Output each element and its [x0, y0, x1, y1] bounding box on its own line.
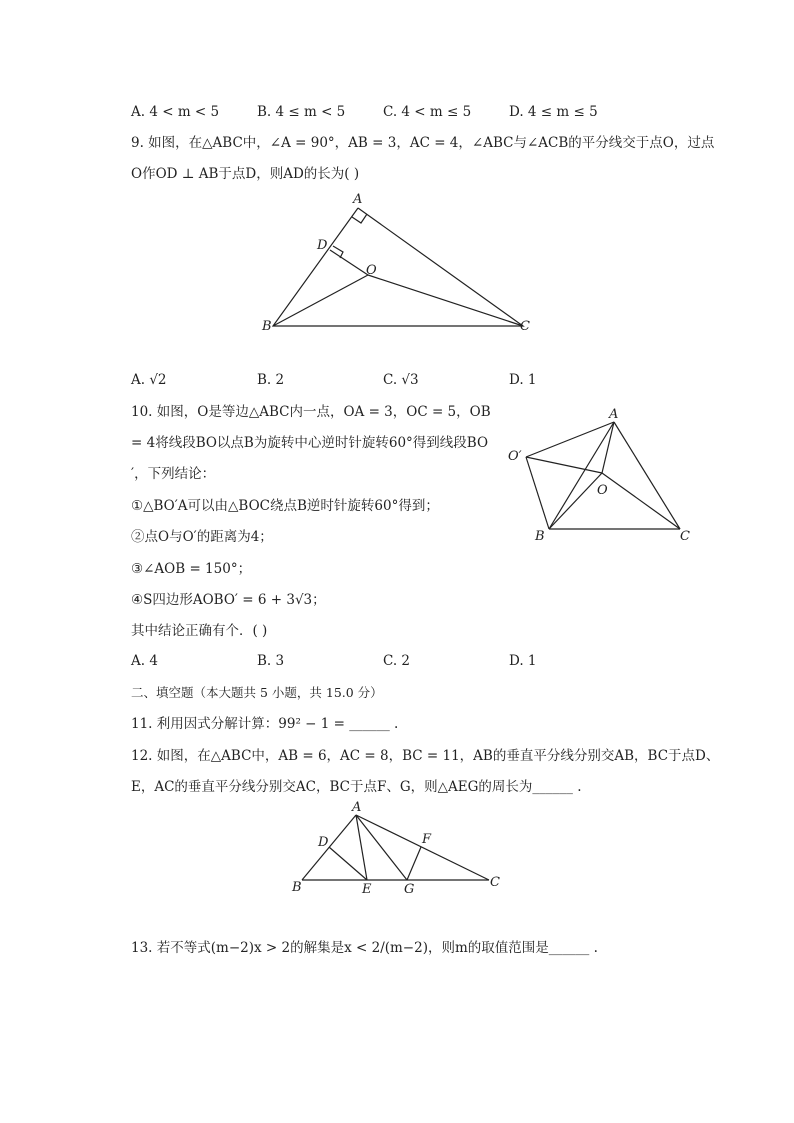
q10-conclusion-4: ④S四边形AOBO′ = 6 + 3√3； — [131, 592, 326, 608]
q10-rotation-figure — [508, 407, 690, 544]
q9-label-o: O — [366, 263, 377, 278]
q9-label-b: B — [262, 319, 272, 334]
q12-label-d: D — [318, 835, 329, 850]
q12-label-e: E — [362, 882, 372, 897]
q10-conclusion-3: ③∠AOB = 150°； — [131, 561, 252, 577]
q10-question: 其中结论正确有个．( ) — [131, 623, 268, 639]
q9-text-line2: O作OD ⊥ AB于点D，则AD的长为( ) — [131, 166, 360, 182]
q9-label-a: A — [353, 192, 363, 207]
q10-conclusion-2: ②点O与O′的距离为4； — [131, 529, 273, 545]
q12-label-c: C — [490, 875, 500, 890]
q10-text-line2: = 4将线段BO以点B为旋转中心逆时针旋转60°得到线段BO — [131, 435, 489, 451]
q12-label-g: G — [404, 882, 415, 897]
q10-label-b: B — [535, 529, 545, 544]
q8-option-b: B. 4 ≤ m < 5 — [257, 104, 346, 120]
q9-text-line1: 9. 如图，在△ABC中，∠A = 90°，AB = 3，AC = 4，∠ABC与∠ACB的平分线交于点O，过点 — [131, 135, 715, 151]
q10-option-d: D. 1 — [509, 653, 537, 669]
q10-label-o: O — [597, 483, 608, 498]
q12-text-line2: E，AC的垂直平分线分别交AC，BC于点F、G，则△AEG的周长为______ . — [131, 779, 582, 795]
q12-text-line1: 12. 如图，在△ABC中，AB = 6，AC = 8，BC = 11，AB的垂直平分线分别交AB，BC于点D、 — [131, 748, 720, 764]
q9-option-c: C. √3 — [383, 372, 419, 388]
q10-text-line1: 10. 如图，O是等边△ABC内一点，OA = 3，OC = 5，OB — [131, 404, 491, 420]
q10-option-c: C. 2 — [383, 653, 411, 669]
q10-option-a: A. 4 — [131, 653, 158, 669]
q9-option-d: D. 1 — [509, 372, 537, 388]
section-title: 二、填空题（本大题共 5 小题，共 15.0 分） — [131, 685, 383, 700]
q9-triangle-figure — [261, 192, 530, 334]
q9-option-a: A. √2 — [131, 372, 167, 388]
q8-option-c: C. 4 < m ≤ 5 — [383, 104, 472, 120]
q10-label-a: A — [609, 407, 619, 422]
q12-triangle-figure — [291, 800, 500, 897]
q8-option-a: A. 4 < m < 5 — [131, 104, 220, 120]
q11-text: 11. 利用因式分解计算：99² − 1 = ______ . — [131, 716, 399, 732]
q12-label-b: B — [292, 880, 302, 895]
q8-option-d: D. 4 ≤ m ≤ 5 — [509, 104, 598, 120]
q13-text: 13. 若不等式(m−2)x > 2的解集是x < 2/(m−2)，则m的取值范围是______ . — [131, 940, 598, 956]
q10-label-o-prime: O′ — [508, 449, 522, 464]
q10-option-b: B. 3 — [257, 653, 285, 669]
q9-label-d: D — [317, 238, 328, 253]
q12-label-a: A — [352, 800, 362, 815]
q10-label-c: C — [680, 529, 690, 544]
q10-conclusion-1: ①△BO′A可以由△BOC绕点B逆时针旋转60°得到； — [131, 498, 439, 514]
q10-text-line3: ′，下列结论： — [131, 466, 216, 482]
q9-option-b: B. 2 — [257, 372, 285, 388]
q12-label-f: F — [422, 832, 432, 847]
q9-label-c: C — [520, 319, 530, 334]
